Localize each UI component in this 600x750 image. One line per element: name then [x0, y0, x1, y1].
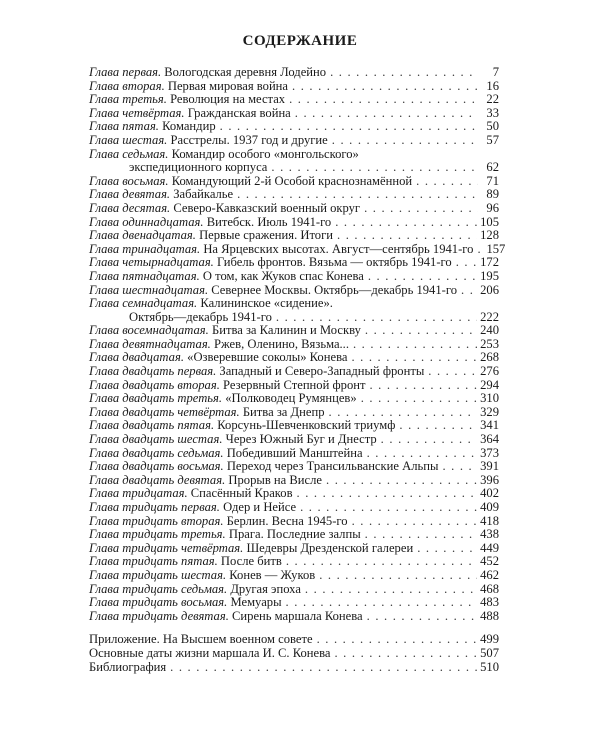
chapter-title: Первая мировая война: [167, 78, 289, 93]
dot-leader: [334, 647, 477, 661]
chapter-number: Глава двадцатая.: [89, 350, 184, 365]
chapter-title: Прорыв на Висле: [228, 472, 323, 487]
toc-entry: [89, 120, 499, 134]
chapter-number: Глава вторая.: [89, 78, 165, 93]
toc-entry: [89, 93, 499, 107]
dot-leader: [289, 93, 478, 107]
page-number: 57: [486, 132, 499, 147]
toc-entry: [89, 284, 499, 298]
toc-entry: [89, 351, 499, 365]
chapter-title: Другая эпоха: [230, 581, 301, 596]
dot-leader: [286, 555, 477, 569]
dot-leader: [276, 311, 477, 325]
page-number: 105: [480, 214, 499, 229]
toc-entry: [89, 555, 499, 569]
chapter-title: Забайкалье: [173, 187, 234, 202]
dot-leader: [442, 460, 477, 474]
dot-leader: [351, 351, 477, 365]
dot-leader: [361, 392, 477, 406]
chapter-title: О том, как Жуков спас Конева: [202, 268, 364, 283]
page-number: 499: [480, 632, 499, 647]
page-number: 96: [486, 200, 499, 215]
chapter-title: Командир: [162, 119, 216, 134]
toc-entry: [89, 460, 499, 474]
toc-entry: [89, 256, 499, 270]
chapter-number: Глава семнадцатая.: [89, 296, 198, 311]
chapter-number: Глава тридцать седьмая.: [89, 581, 228, 596]
page-number: 62: [486, 160, 499, 175]
toc-entry: [89, 229, 499, 243]
dot-leader: [305, 583, 477, 597]
chapter-title: Через Южный Буг и Днестр: [225, 432, 377, 447]
page-title: СОДЕРЖАНИЕ: [242, 33, 358, 49]
toc-entry: [89, 515, 499, 529]
chapter-number: Глава тридцать восьмая.: [89, 595, 228, 610]
toc-entry: [89, 447, 499, 461]
chapter-number: Глава третья.: [89, 92, 167, 107]
toc-entry: [89, 161, 499, 175]
dot-leader: [297, 487, 478, 501]
chapter-number: Глава тридцать первая.: [89, 500, 220, 514]
chapter-number: Глава шестнадцатая.: [89, 282, 209, 297]
dot-leader: [319, 569, 477, 583]
chapter-title: Одер и Нейсе: [223, 500, 297, 514]
dot-leader: [381, 433, 477, 447]
chapter-number: Глава двадцать первая.: [89, 364, 217, 379]
dot-leader: [365, 528, 477, 542]
chapter-title: Командир особого «монгольского»: [171, 146, 359, 161]
dot-leader: [417, 542, 477, 556]
dot-leader: [326, 474, 477, 488]
chapter-title: Переход через Трансильванские Альпы: [226, 459, 439, 474]
page-number: 341: [480, 418, 499, 433]
chapter-number: Глава тридцать пятая.: [89, 554, 218, 569]
dot-leader: [286, 596, 478, 610]
toc-entry: [89, 406, 499, 420]
dot-leader: [237, 188, 478, 202]
toc-entry: [89, 596, 499, 610]
chapter-title: На Ярцевских высотах. Август—сентябрь 1941-го: [203, 241, 474, 256]
chapter-number: Глава седьмая.: [89, 146, 169, 161]
page-number: 50: [486, 119, 499, 134]
chapter-number: Глава двадцать третья.: [89, 391, 223, 406]
page-number: 7: [492, 65, 499, 79]
chapter-title: После битв: [220, 554, 282, 569]
chapter-title: Резервный Степной фронт: [223, 377, 366, 392]
chapter-number: Глава девятая.: [89, 187, 171, 202]
dot-leader: [352, 515, 478, 529]
chapter-title: Приложение. На Высшем военном совете: [89, 632, 313, 647]
toc-entry: [89, 474, 499, 488]
chapter-title: Вологодская деревня Лодейно: [164, 65, 327, 79]
chapter-number: Глава двадцать вторая.: [89, 377, 220, 392]
chapter-number: Глава пятая.: [89, 119, 159, 134]
page-number: 402: [480, 486, 499, 501]
toc-entry: [89, 107, 499, 121]
chapter-number: Глава тридцать вторая.: [89, 513, 224, 528]
dot-leader: [477, 243, 483, 257]
chapter-title: Спасённый Краков: [190, 486, 293, 501]
chapter-number: Глава десятая.: [89, 200, 171, 215]
toc-entry: [89, 338, 499, 352]
dot-leader: [292, 80, 478, 94]
chapter-list: [89, 65, 506, 623]
chapter-title: Конев — Жуков: [229, 567, 316, 582]
chapter-title: Основные даты жизни маршала И. С. Конева: [89, 645, 331, 660]
toc-entry: [89, 392, 499, 406]
page-number: 438: [480, 527, 499, 542]
chapter-number: Глава двадцать девятая.: [89, 472, 226, 487]
chapter-title: Западный и Северо-Западный фронты: [219, 364, 425, 379]
page-number: 16: [486, 78, 499, 93]
chapter-title: Северо-Кавказский военный округ: [173, 200, 361, 215]
dot-leader: [332, 134, 478, 148]
toc-entry: [89, 583, 499, 597]
chapter-number: Глава девятнадцатая.: [89, 336, 211, 351]
chapter-number: Глава двадцать восьмая.: [89, 459, 224, 474]
page-number: 71: [486, 173, 499, 188]
chapter-title: Битва за Днепр: [242, 404, 325, 419]
chapter-title: Шедевры Дрезденской галереи: [246, 540, 414, 555]
chapter-title: Севернее Москвы. Октябрь—декабрь 1941-го: [211, 282, 457, 297]
toc-entry: [89, 297, 499, 311]
chapter-title: «Озверевшие соколы» Конева: [187, 350, 348, 365]
chapter-title: Библиография: [89, 659, 167, 674]
chapter-number: Глава тридцать шестая.: [89, 567, 227, 582]
page-number: 276: [480, 364, 499, 379]
chapter-number: Глава тринадцатая.: [89, 241, 201, 256]
dot-leader: [329, 406, 478, 420]
page-number: 483: [480, 595, 499, 610]
toc-entry: [89, 365, 499, 379]
dot-leader: [367, 610, 477, 624]
toc-entry: [89, 148, 499, 162]
page-number: 468: [480, 581, 499, 596]
dot-leader: [330, 66, 478, 80]
chapter-number: Глава двадцать шестая.: [89, 432, 223, 447]
page-number: 222: [480, 309, 499, 324]
page-number: 268: [480, 350, 499, 365]
dot-leader: [456, 256, 477, 270]
chapter-title: Октябрь—декабрь 1941-го: [129, 309, 272, 324]
page-number: 329: [480, 404, 499, 419]
chapter-number: Глава двенадцатая.: [89, 228, 196, 243]
dot-leader: [170, 661, 477, 675]
chapter-number: Глава одиннадцатая.: [89, 214, 204, 229]
chapter-number: Глава тридцать девятая.: [89, 608, 229, 623]
dot-leader: [317, 633, 478, 647]
toc-entry: [89, 241, 506, 257]
toc-entry: [89, 487, 499, 501]
chapter-number: Глава четырнадцатая.: [89, 255, 214, 270]
chapter-title: Калининское «сидение».: [200, 296, 333, 311]
chapter-number: Глава тридцать третья.: [89, 527, 226, 542]
page-number: 89: [486, 187, 499, 202]
chapter-number: Глава тридцать четвёртая.: [89, 540, 244, 555]
page-number: 206: [480, 282, 499, 297]
page-number: 240: [480, 323, 499, 338]
chapter-number: Глава шестая.: [89, 132, 168, 147]
dot-leader: [428, 365, 477, 379]
toc-entry: [89, 270, 499, 284]
dot-leader: [271, 161, 478, 175]
chapter-title: Ржев, Оленино, Вязьма...: [214, 336, 349, 351]
dot-leader: [365, 324, 477, 338]
toc-entry: [89, 202, 499, 216]
chapter-title: экспедиционного корпуса: [129, 160, 268, 175]
dot-leader: [368, 270, 477, 284]
page-number: 310: [480, 391, 499, 406]
dot-leader: [295, 107, 478, 121]
toc-entry: [89, 311, 499, 325]
toc-entry: [89, 661, 499, 675]
page-number: 409: [480, 500, 499, 514]
chapter-title: Расстрелы. 1937 год и другие: [170, 132, 328, 147]
page-number: 253: [480, 336, 499, 351]
page-number: 195: [480, 268, 499, 283]
toc-entry: [89, 188, 499, 202]
page-number: 452: [480, 554, 499, 569]
toc-entry: [89, 633, 499, 647]
chapter-title: Корсунь-Шевченковский триумф: [217, 418, 396, 433]
chapter-title: Витебск. Июль 1941-го: [206, 214, 332, 229]
toc-entry: [89, 134, 499, 148]
toc-entry: [89, 419, 499, 433]
toc-entry: [89, 175, 499, 189]
page-number: 157: [486, 241, 506, 256]
table-of-contents: [89, 65, 506, 674]
toc-entry: [89, 528, 499, 542]
chapter-number: Глава тридцатая.: [89, 486, 188, 501]
dot-leader: [416, 175, 478, 189]
toc-entry: [89, 433, 499, 447]
page-number: 128: [480, 228, 499, 243]
page-number: 510: [480, 659, 499, 674]
appendix-list: [89, 633, 499, 674]
toc-entry: [89, 610, 499, 624]
page-number: 396: [480, 472, 499, 487]
chapter-number: Глава восемнадцатая.: [89, 323, 209, 338]
chapter-number: Глава двадцать четвёртая.: [89, 404, 240, 419]
chapter-number: Глава первая.: [89, 65, 162, 79]
toc-entry: [89, 66, 499, 80]
dot-leader: [364, 202, 478, 216]
dot-leader: [353, 338, 477, 352]
page-number: 488: [480, 608, 499, 623]
toc-entry: [89, 542, 499, 556]
toc-entry: [89, 647, 499, 661]
chapter-title: Гибель фронтов. Вязьма — октябрь 1941-го: [216, 255, 452, 270]
dot-leader: [399, 419, 477, 433]
chapter-title: Гражданская война: [187, 105, 291, 120]
dot-leader: [369, 379, 477, 393]
chapter-title: Сирень маршала Конева: [232, 608, 363, 623]
toc-entry: [89, 216, 499, 230]
page-number: 364: [480, 432, 499, 447]
chapter-title: Революция на местах: [170, 92, 286, 107]
dot-leader: [335, 216, 477, 230]
page-number: 507: [480, 645, 499, 660]
chapter-number: Глава двадцать седьмая.: [89, 445, 224, 460]
chapter-title: Первые сражения. Итоги: [199, 228, 333, 243]
chapter-title: Командующий 2-й Особой краснознамённой: [171, 173, 413, 188]
chapter-number: Глава восьмая.: [89, 173, 169, 188]
chapter-title: «Полководец Румянцев»: [225, 391, 357, 406]
chapter-number: Глава пятнадцатая.: [89, 268, 200, 283]
page-number: 373: [480, 445, 499, 460]
dot-leader: [461, 284, 477, 298]
dot-leader: [300, 501, 477, 515]
chapter-title: Мемуары: [230, 595, 282, 610]
dot-leader: [367, 447, 478, 461]
chapter-title: Берлин. Весна 1945-го: [226, 513, 348, 528]
page-number: 462: [480, 567, 499, 582]
toc-entry: [89, 569, 499, 583]
dot-leader: [220, 120, 478, 134]
page-number: 33: [486, 105, 499, 120]
chapter-title: Битва за Калинин и Москву: [211, 323, 361, 338]
chapter-title: Победивший Манштейна: [226, 445, 363, 460]
toc-entry: [89, 80, 499, 94]
dot-leader: [337, 229, 477, 243]
chapter-title: Прага. Последние залпы: [228, 527, 361, 542]
toc-entry: [89, 379, 499, 393]
page-number: 22: [486, 92, 499, 107]
toc-entry: [89, 324, 499, 338]
page-number: 418: [480, 513, 499, 528]
page-number: 449: [480, 540, 499, 555]
page-number: 294: [480, 377, 499, 392]
page-number: 391: [480, 459, 499, 474]
chapter-number: Глава четвёртая.: [89, 105, 185, 120]
chapter-number: Глава двадцать пятая.: [89, 418, 215, 433]
toc-entry: [89, 501, 499, 515]
page-number: 172: [480, 255, 499, 270]
